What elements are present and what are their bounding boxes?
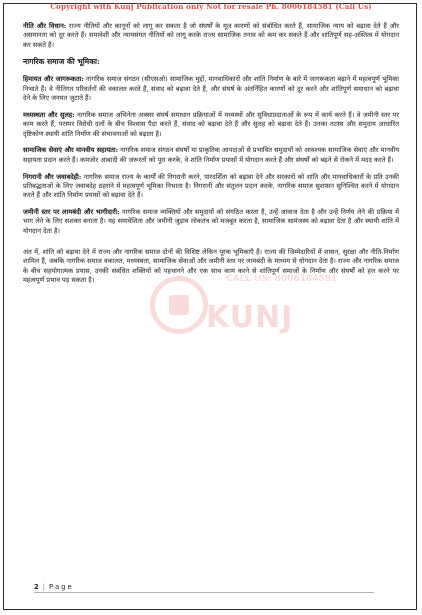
paragraph-lead: हिमायत और जागरूकता:: [23, 75, 84, 84]
paragraph-lead: मध्यस्थता और सुलह:: [23, 110, 75, 119]
paragraph-text: नागरिक समाज व्यक्तियों और समुदायों को संगठित करता है, उन्हें आवाज देता है और उन्हें निर्णय लेने की प्रक्रिया में भाग लेने के लिए सशक्त बनाता है। यह समावेशिता और जमीनी जुड़ाव लोकतंत्र को मजबूत करता है, सामाजिक सामंजस्य को बढ़ावा देता है और स्थायी शांति में योगदान देता है।: [23, 208, 400, 235]
paragraph-lead: निगरानी और जवाबदेही:: [23, 172, 82, 181]
page-footer: [34, 583, 72, 591]
paragraph-grassroots-mobilization: [23, 208, 399, 236]
paragraph-text: नागरिक समाज संगठन संघर्षों या प्राकृतिक आपदाओं से प्रभावित समुदायों को आवश्यक सामाजिक सेवाएं और मानवीय सहायता प्रदान करते हैं। कमजोर आबादी की जरूरतों को पूरा करके, वे शांति निर्माण प्रयासों में योगदान करते हैं और संघर्षों को बढ़ने से रोकने में मदद करते हैं।: [23, 146, 399, 164]
page-number: 2: [34, 583, 39, 591]
paragraph-lead: सामाजिक सेवाएं और मानवीय सहायता:: [23, 146, 118, 155]
paragraph-lead: जमीनी स्तर पर लामबंदी और भागीदारी:: [23, 208, 120, 217]
paragraph-text: अंत में, शांति को बढ़ावा देने में राज्य और नागरिक समाज दोनों की विशिष्ट लेकिन पूरक भूमिकाएँ हैं। राज्य की जिम्मेदारियों में शासन, सुरक्षा और नीति-निर्माण शामिल हैं, जबकि नागरिक समाज वकालत, मध्यस्थता, सामाजिक सेवाओं और जमीनी स्तर पर लामबंदी के माध्यम से योगदान देता है। राज्य और नागरिक समाज के बीच सहयोगात्मक प्रयास, उनकी संबंधित शक्तियों को पहचानने और एक साथ काम करने से शांतिपूर्ण समाजों के निर्माण और संघर्षों को हल करने पर महत्वपूर्ण प्रभाव पड़ सकता है।: [23, 248, 399, 284]
paragraph-text: नागरिक समाज अभिनेता अक्सर संघर्ष समाधान प्रक्रियाओं में मध्यस्थों और सुविधाप्रदाताओं के रूप में कार्य करते हैं। वे जमीनी स्तर पर काम करते हैं, परस्पर विरोधी दलों के बीच विश्वास पैदा करते हैं, संवाद को बढ़ावा देते हैं और सुलह को बढ़ावा देते हैं। उनका तटस्थ और समुदाय आधारित दृष्टिकोण स्थायी शांति निर्माण की संभावनाओं को बढ़ाता है।: [23, 110, 399, 138]
paragraph-text: नागरिक समाज राज्य के कार्यों की निगरानी करने, पारदर्शिता को बढ़ावा देने और सरकारों को शांति और मानवाधिकारों के प्रति उनकी प्रतिबद्धताओं के लिए जवाबदेह ठहराने में महत्वपूर्ण भूमिका निभाता है। निगरानी और संतुलन प्रदान करके, नागरिक समाज सुशासन सुनिश्चित करने में योगदान करते हैं और शांति निर्माण प्रयासों को बढ़ावा देते हैं।: [23, 172, 400, 200]
watermark-call-text: CALL US: 8006184581: [226, 274, 338, 284]
paragraph-policy-legislation: [23, 22, 399, 50]
page-label: P a g e: [49, 583, 72, 591]
paragraph-text: नागरिक समाज संगठन (सीएसओ) सामाजिक मुद्दों, मानवाधिकारों और शांति निर्माण के बारे में जागरूकता बढ़ाने में महत्वपूर्ण भूमिका निभाते हैं। वे नीतिगत परिवर्तनों की वकालत करते हैं, संवाद को बढ़ावा देते हैं, और संघर्ष के अंतर्निहित कारणों को दूर करने और शांतिपूर्ण समाधान को बढ़ावा देने के लिए जनमत जुटाते हैं।: [23, 75, 399, 103]
paragraph-mediation-reconciliation: [23, 111, 399, 139]
paragraph-monitoring-accountability: [23, 173, 399, 201]
paragraph-social-services: [23, 146, 399, 165]
footer-divider: [34, 592, 374, 593]
paragraph-advocacy-awareness: [23, 75, 399, 103]
paragraph-conclusion: [23, 248, 399, 285]
document-body: [23, 22, 399, 293]
footer-separator: |: [42, 583, 45, 591]
paragraph-lead: नीति और विधान:: [23, 22, 67, 30]
section-heading: नागरिक समाज की भूमिका:: [23, 57, 100, 67]
watermark-brand-text: KUNJ: [206, 300, 294, 335]
paragraph-text: राज्य नीतियों और कानूनों को लागू कर सकता है जो संघर्षों के मूल कारणों को संबोधित करते हैं, सामाजिक न्याय को बढ़ावा देते हैं और असमानता को दूर करते हैं। समावेशी और न्यायसंगत नीतियों को लागू करके राज्य सामाजिक तनाव को कम कर सकते हैं और शांतिपूर्ण सह-अस्तित्व में योगदान कर सकते हैं।: [23, 22, 399, 49]
copyright-banner: Copyright with Kunj Publication only Not for resale Ph. 8006184581 (Call Us): [50, 2, 372, 11]
